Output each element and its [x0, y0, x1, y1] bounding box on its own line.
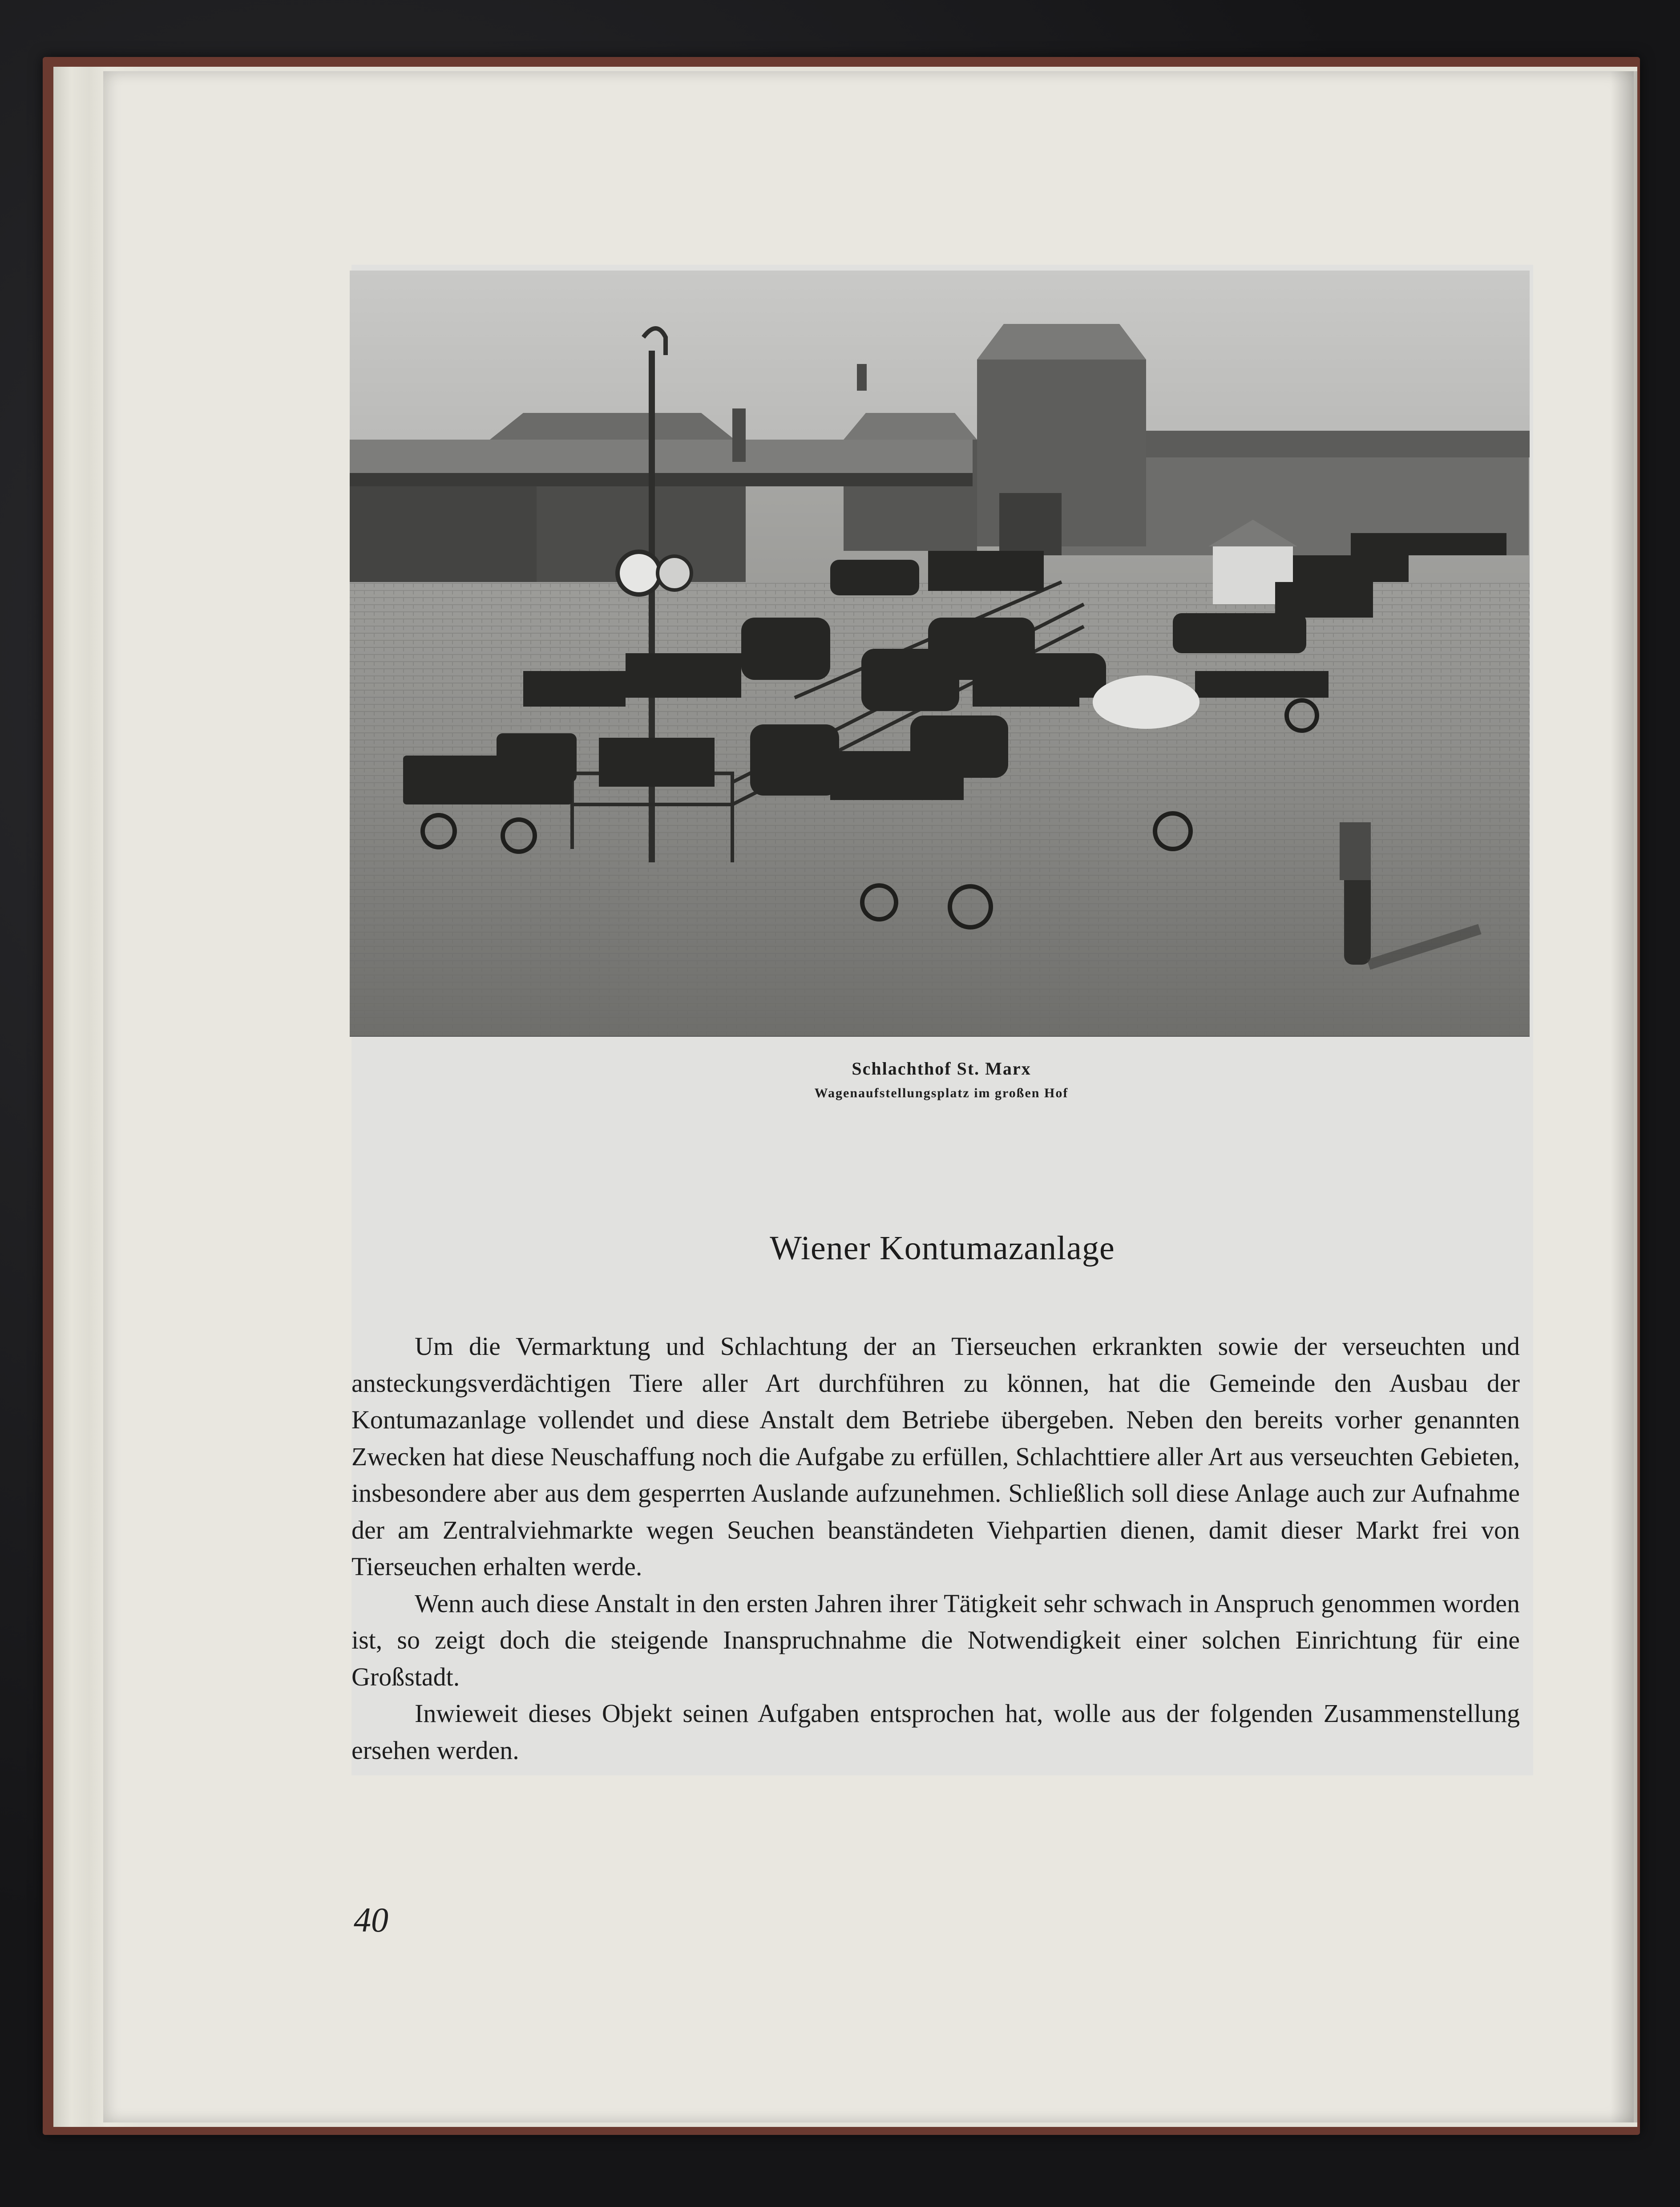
photograph-icon [350, 271, 1530, 1037]
page-fold-shadow [1611, 71, 1637, 2122]
paragraph-2: Wenn auch diese Anstalt in den ersten Jahren ihrer Tätigkeit sehr schwach in Anspruch genommen worden ist, so zeigt doch die steigende Inanspruchnahme die Notwendigkeit einer solchen Einrichtung für eine Großstadt. [351, 1589, 1520, 1691]
paragraph-1: Um die Vermarktung und Schlachtung der an Tierseuchen erkrankten sowie der verseuchten und ansteckungsverdächtigen Tiere aller Art durchführen zu können, hat die Gemeinde den Ausbau der Kontumazanlage vollendet und diese Anstalt dem Betriebe übergeben. Neben den bereits vorher genannten Zwecken hat diese Neuschaffung noch die Aufgabe zu erfüllen, Schlachttiere aller Art aus verseuchten Gebieten, insbesondere aber aus dem gesperrten Auslande aufzunehmen. Schließlich soll diese Anlage auch zur Aufnahme der am Zentralviehmarkte wegen Seuchen beanständeten Viehpartien dienen, damit dieser Markt frei von Tierseuchen erhalten werde. [351, 1332, 1520, 1581]
photo-caption-title: Schlachthof St. Marx [852, 1059, 1031, 1079]
body-text [351, 1328, 1520, 1769]
photograph [350, 271, 1530, 1037]
photo-caption-subtitle: Wagenaufstellungsplatz im großen Hof [814, 1086, 1069, 1100]
section-heading: Wiener Kontumazanlage [770, 1229, 1115, 1267]
page-number: 40 [354, 1900, 388, 1939]
paragraph-3: Inwieweit dieses Objekt seinen Aufgaben entsprochen hat, wolle aus der folgenden Zusammenstellung ersehen werden. [351, 1699, 1520, 1765]
